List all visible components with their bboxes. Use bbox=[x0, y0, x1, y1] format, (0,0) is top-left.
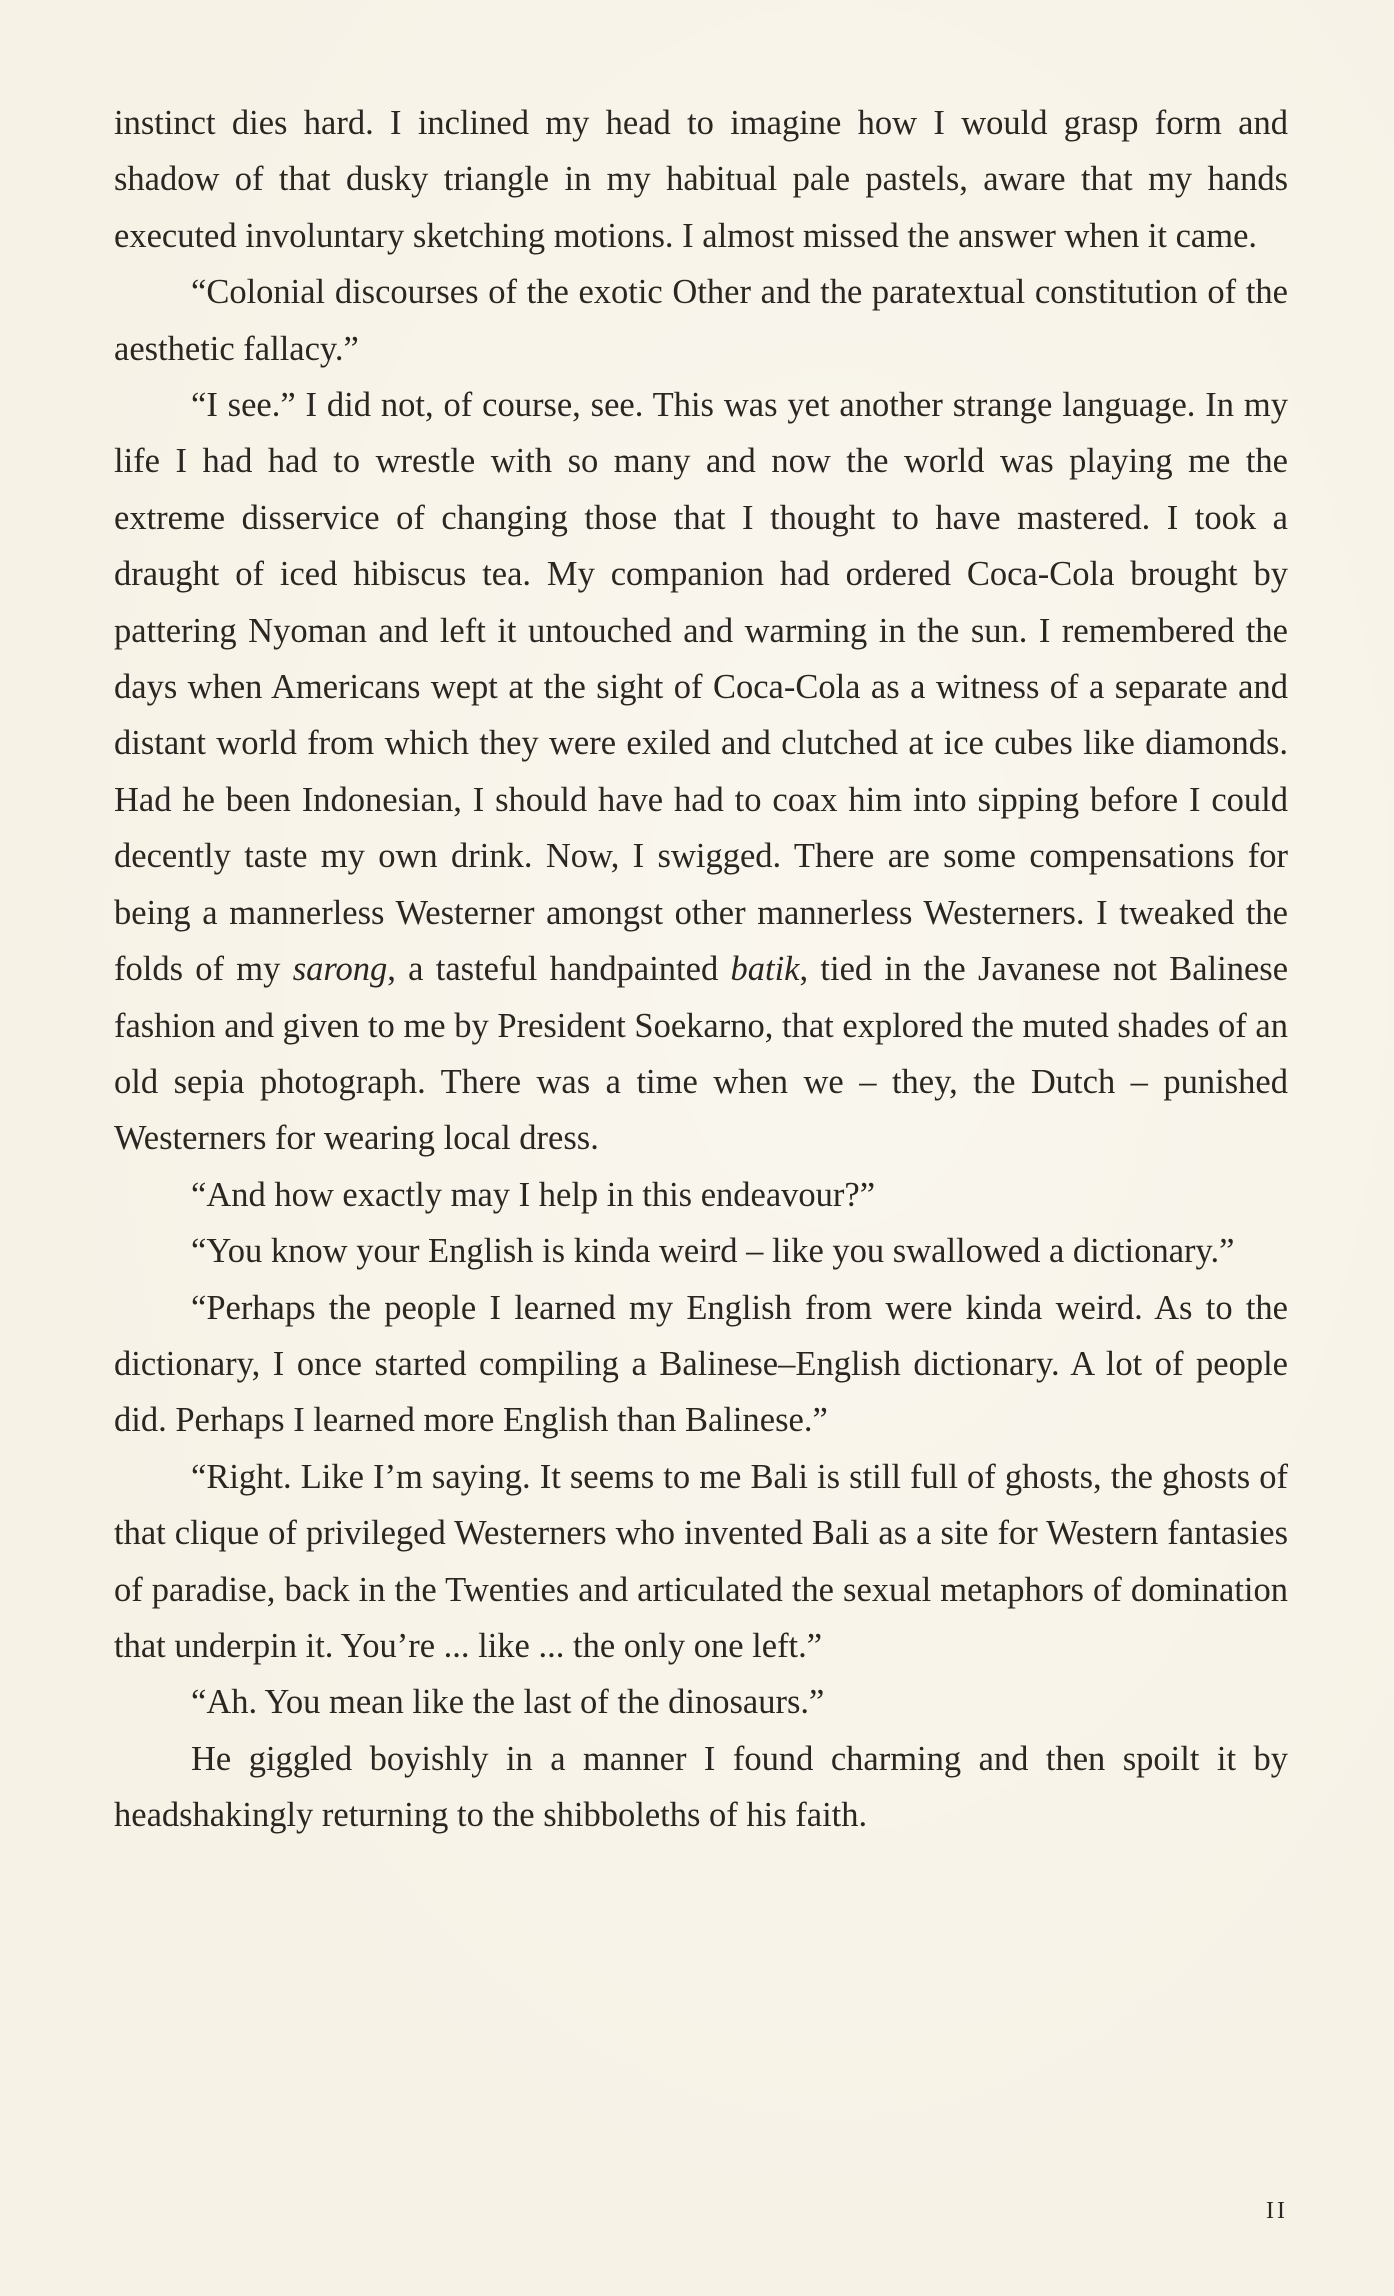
text-run: “You know your English is kinda weird – like you swallowed a dictionary.” bbox=[191, 1232, 1235, 1271]
paragraph-5 bbox=[114, 1223, 1288, 1279]
text-run: “Colonial discourses of the exotic Other and the paratextual constitution of the aesthetic fallacy.” bbox=[114, 273, 1288, 368]
text-run: instinct dies hard. I inclined my head to imagine how I would grasp form and shadow of that dusky triangle in my habitual pale pastels, aware that my hands executed involuntary sketching motions. I almost missed the answer when it came. bbox=[114, 104, 1288, 255]
paragraph-9 bbox=[114, 1731, 1288, 1844]
paragraph-6 bbox=[114, 1280, 1288, 1449]
paragraph-1 bbox=[114, 95, 1288, 264]
page-number: II bbox=[1266, 2198, 1288, 2224]
text-run: “Right. Like I’m saying. It seems to me Bali is still full of ghosts, the ghosts of that clique of privileged Westerners who invented Bali as a site for Western fantasies of paradise, back in the Twenties and articulated the sexual metaphors of domination that underpin it. You’re ... like ... the only one left.” bbox=[114, 1457, 1288, 1665]
paragraph-2 bbox=[114, 264, 1288, 377]
text-run: “I see.” I did not, of course, see. This was yet another strange language. In my life I had had to wrestle with so many and now the world was playing me the extreme disservice of changing those that I thought to have mastered. I took a draught of iced hibiscus tea. My companion had ordered Coca-Cola brought by pattering Nyoman and left it untouched and warming in the sun. I remembered the days when Americans wept at the sight of Coca-Cola as a witness of a separate and distant world from which they were exiled and clutched at ice cubes like diamonds. Had he been Indonesian, I should have had to coax him into sipping before I could decently taste my own drink. Now, I swigged. There are some compensations for being a mannerless Westerner amongst other mannerless Westerners. I tweaked the folds of my bbox=[114, 386, 1288, 989]
text-run: He giggled boyishly in a manner I found charming and then spoilt it by headshakingly returning to the shibboleths of his faith. bbox=[114, 1739, 1288, 1835]
text-run: “And how exactly may I help in this endeavour?” bbox=[191, 1175, 876, 1214]
paragraph-4 bbox=[114, 1167, 1288, 1223]
italic-term: batik bbox=[730, 950, 800, 989]
text-run: “Perhaps the people I learned my English from were kinda weird. As to the dictionary, I once started compiling a Balinese–English dictionary. A lot of people did. Perhaps I learned more English than Balinese.” bbox=[114, 1288, 1288, 1440]
paragraph-8 bbox=[114, 1674, 1288, 1730]
text-run: “Ah. You mean like the last of the dinosaurs.” bbox=[191, 1683, 825, 1722]
text-run: , a tasteful handpainted bbox=[387, 950, 731, 989]
italic-term: sarong bbox=[292, 950, 388, 989]
body-text bbox=[114, 95, 1288, 1844]
paragraph-3 bbox=[114, 377, 1288, 1167]
paragraph-7 bbox=[114, 1449, 1288, 1675]
text-run: , tied in the Javanese not Balinese fashion and given to me by President Soekarno, that explored the muted shades of an old sepia photograph. There was a time when we – they, the Dutch – punished Westerners for wearing local dress. bbox=[114, 950, 1289, 1158]
